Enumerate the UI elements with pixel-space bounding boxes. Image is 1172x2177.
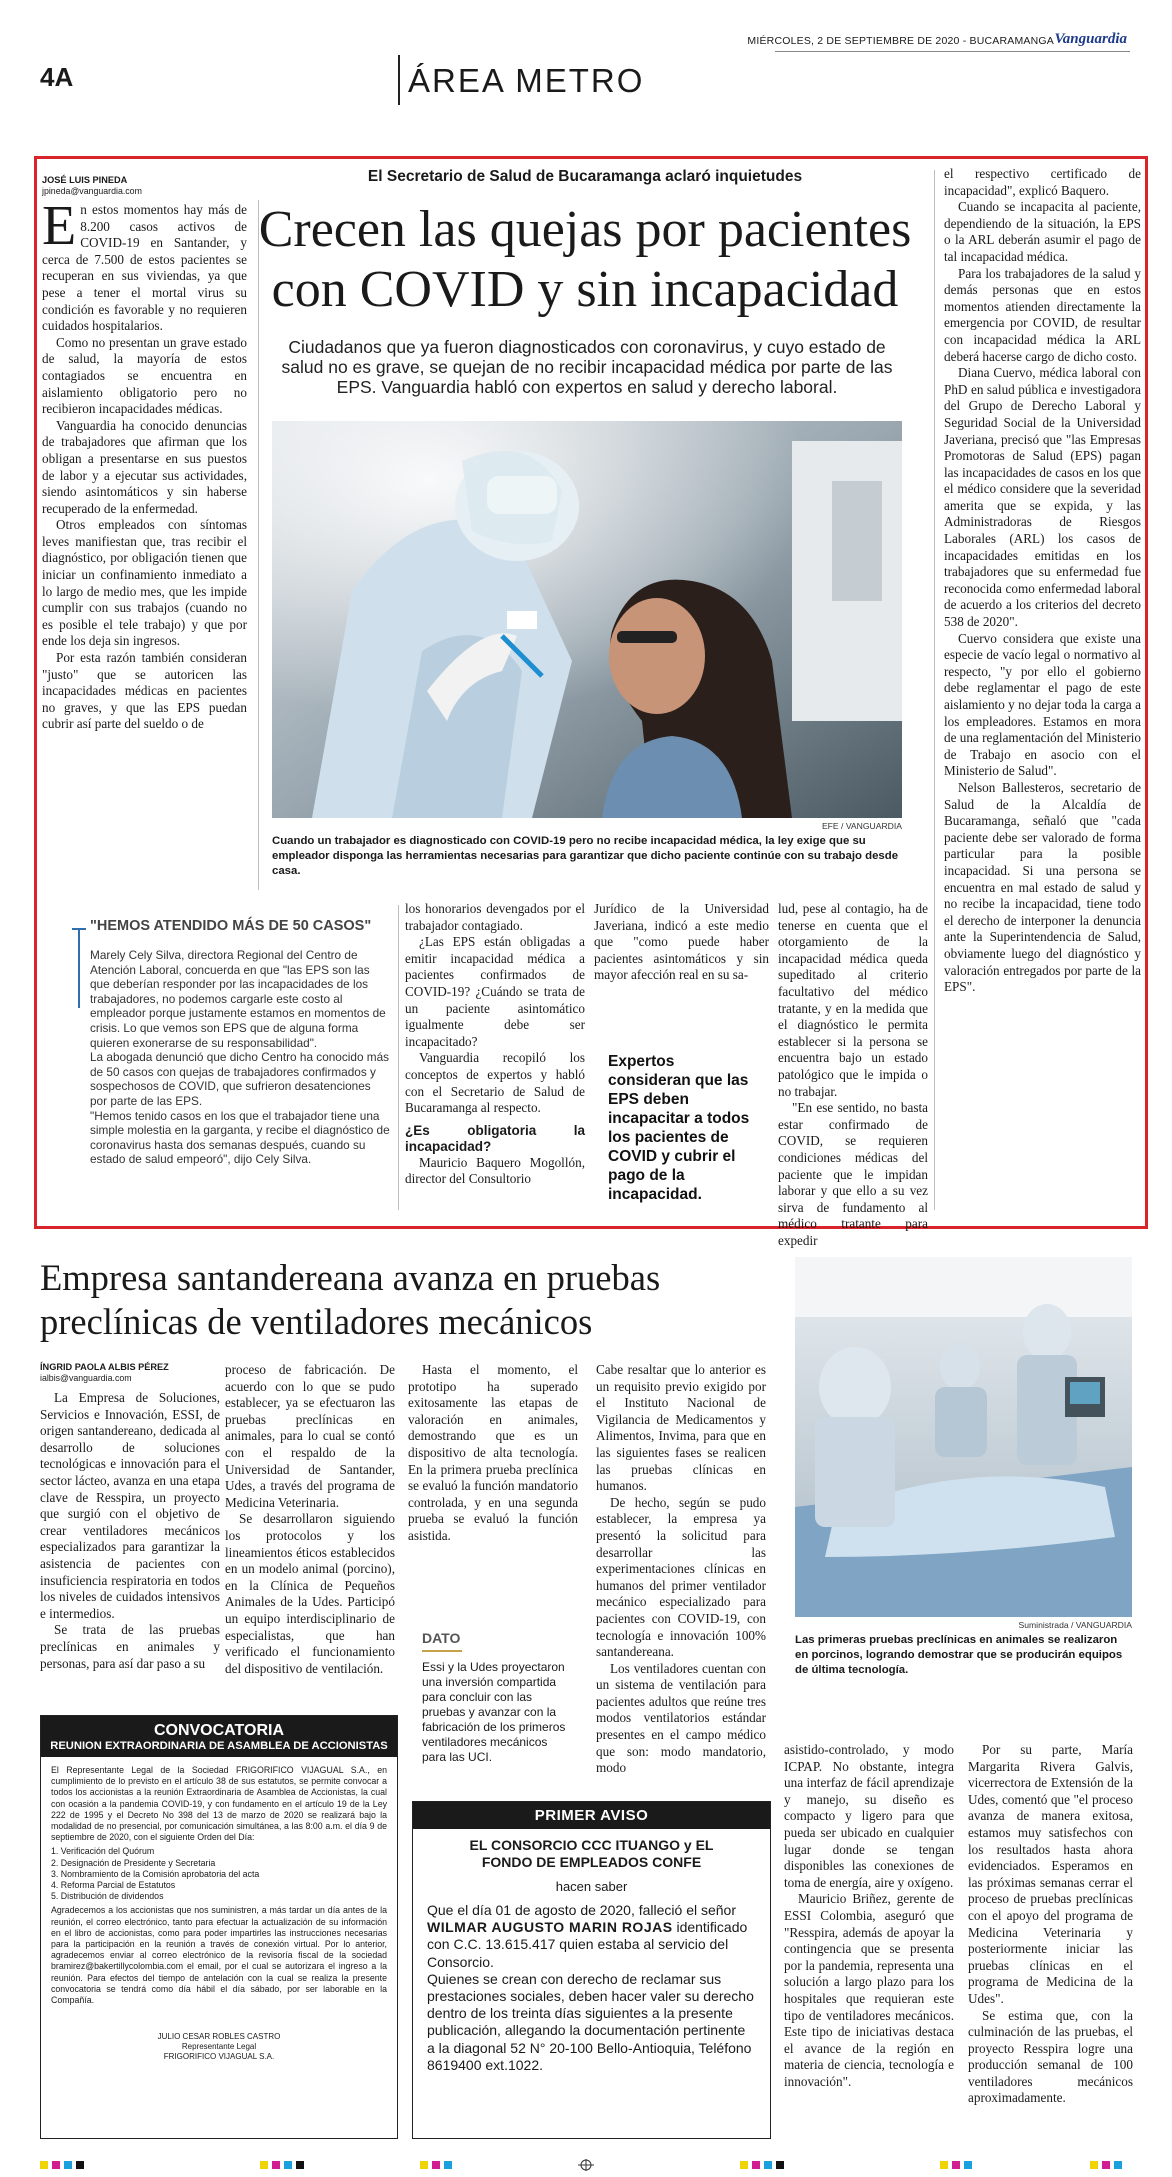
column-rule [934, 170, 935, 1210]
paragraph: los honorarios devengados por el trabajador contagiado. [405, 901, 585, 933]
ad-title: CONVOCATORIA [153, 1722, 285, 1739]
header-divider [398, 55, 400, 105]
drop-cap: E [42, 195, 77, 257]
paragraph: "En ese sentido, no basta estar confirmado de COVID, se requieren condiciones médicas del paciente que le impidan laborar y que ello a su vez sirva de fundamento al médico tratante para expedir [778, 1100, 928, 1248]
signature-company: FRIGORIFICO VIJAGUAL S.A. [163, 2052, 275, 2062]
aviso-title [427, 1837, 756, 1871]
story1-column-1 [42, 195, 247, 733]
story2-column-1 [40, 1390, 220, 1672]
story2-column-3 [408, 1362, 578, 1545]
paragraph: Mauricio Briñez, gerente de ESSI Colombia, aseguró que "Resspira, además de apoyar la contingencia que se presenta por la pandemia, representa una solución a largo plazo para los hospitales que requieran este tipo de ventiladores mecánicos. Este tipo de iniciativas destaca el avance de la región en materia de ciencia, tecnología e innovación". [784, 1891, 954, 2089]
paragraph: Se desarrollaron siguiendo los protocolos y los lineamientos éticos establecidos en un modelo animal (porcino), en la Clínica de Pequeños Animales de la Udes. Participó un equipo interdisciplinario de especialistas, que han verificado el funcionamiento del dispositivo de ventilación. [225, 1511, 395, 1676]
paragraph: Se trata de las pruebas preclínicas en animales y personas, para así dar paso a su [40, 1622, 220, 1671]
paragraph: Diana Cuervo, médica laboral con PhD en salud pública e investigadora del Grupo de Derecho Laboral y Seguridad Social de la Universidad Javeriana, precisó que "las Empresas Promotoras de Salud (EPS) pagan las incapacidades de casos en los que el médico considere que la severidad amerita que se expida, y las Administradoras de Riesgos Laborales (ARL) los casos de incapacidades emitidas en los trabajadores que su enfermedad fue reconocida como enfermedad laboral de acuerdo a los criterios del decreto 538 de 2020". [944, 365, 1141, 630]
paragraph: Como no presentan un grave estado de salud, la mayoría de estos contagiados se encuentra en aislamiento obligatorio pero no recibieron incapacidades médicas. [42, 334, 247, 417]
page-number: 4A [40, 62, 74, 92]
byline-name: JOSÉ LUIS PINEDA [42, 175, 128, 185]
paragraph: Cuervo considera que existe una especie de vacío legal o normativo al respecto, "y por ello el gobierno debe reglamentar el pago de este aislamiento y no dejar toda la carga a los empleadores. Estamos en mora de una reglamentación del Ministerio de Trabajo en asocio con el Ministerio de Salud". [944, 630, 1142, 779]
ad-subtitle: REUNION EXTRAORDINARIA DE ASAMBLEA DE ACCIONISTAS [50, 1740, 388, 1752]
story1-column-3 [405, 901, 585, 1188]
ad-agenda [51, 1846, 387, 1902]
paragraph: Por esta razón también consideran "justo" que se autoricen las incapacidades médicas en pacientes no graves, y que las EPS puedan cubrir así parte del sueldo o de [42, 650, 247, 732]
story1-headline [215, 200, 955, 320]
column-rule [398, 905, 399, 1210]
paragraph: Cabe resaltar que lo anterior es un requisito previo exigido por el Instituto Nacional de Vigilancia de Medicamentos y Alimentos, Invima, para que en las siguientes fases se realicen las pruebas clínicas en humanos. [596, 1362, 766, 1494]
agenda-item: 2. Designación de Presidente y Secretaria [51, 1857, 216, 1868]
paragraph: ¿Las EPS están obligadas a emitir incapacidad médica a pacientes confirmados de COVID-19? ¿Cuándo se trata de un paciente asintomático igualmente debe ser incapacitado? [405, 934, 585, 1049]
headline-line-2: con COVID y sin incapacidad [271, 261, 899, 318]
signature-role: Representante Legal [181, 2042, 257, 2052]
story2-column-6 [968, 1742, 1133, 2107]
surgical-team-photo [795, 1257, 1132, 1617]
brand-logo: Vanguardia [1054, 31, 1127, 47]
paragraph: el respectivo certificado de incapacidad", explicó Baquero. [944, 166, 1141, 198]
paragraph: Vanguardia recopiló los conceptos de expertos y habló con el Secretario de Salud de Bucaramanga al respecto. [405, 1050, 585, 1116]
byline-email: jpineda@vanguardia.com [42, 186, 142, 196]
sidebar-paragraph: La abogada denunció que dicho Centro ha conocido más de 50 casos con quejas de trabajadores confirmados y sospechosos de COVID, que sufrieron desatenciones por parte de las EPS. [90, 1050, 390, 1108]
subheading: ¿Es obligatoria la incapacidad? [405, 1122, 585, 1154]
page-header [0, 0, 1172, 99]
story1-photo [272, 421, 902, 818]
agenda-item: 1. Verificación del Quórum [51, 1846, 155, 1857]
paragraph: Por su parte, María Margarita Rivera Galvis, vicerrectora de Extensión de la Udes, comentó que "el proceso avanza de manera exitosa, estamos muy satisfechos con los resultados hasta ahora evidenciados. Esperamos en las próximas semanas cerrar el proceso de pruebas preclínicas con el apoyo del programa de Medicina Veterinaria y posteriormente iniciar las pruebas clínicas en el programa de Medicina de la Udes". [968, 1742, 1133, 2006]
paragraph: Para los trabajadores de la salud y demás personas que en estos momentos atienden directamente la emergencia por COVID, de resultar con incapacidad médica la ARL deberá hacerse cargo de dicho costo. [944, 265, 1141, 364]
agenda-item: 4. Reforma Parcial de Estatutos [51, 1880, 176, 1891]
color-registration-marks [40, 2159, 1132, 2171]
healthcare-worker-swab-photo [272, 421, 902, 818]
section-title: ÁREA METRO [408, 62, 645, 99]
sidebar-paragraph: "Hemos tenido casos en los que el trabajador tiene una simple molestia en la garganta, y recibe el diagnóstico de coronavirus hasta dos semanas después, cuando su estado de salud empeoró", dijo Cely Silva. [90, 1108, 390, 1167]
paragraph: La Empresa de Soluciones, Servicios e Innovación, ESSI, de origen santandereano, dedicada al desarrollo de soluciones tecnológicas e innovación para el sector lácteo, avanza en una etapa clave de Resspira, un proyecto que surgió con el objetivo de crear ventiladores mecánicos especializados para garantizar la asistencia de pacientes con insuficiencia respiratoria en todos los niveles de cuidados intensivos e intermedios. [40, 1390, 220, 1621]
aviso-title-line-2: FONDO DE EMPLEADOS CONFE [481, 1854, 702, 1870]
story1-photo-credit: EFE / VANGUARDIA [821, 821, 902, 831]
headline-line-1: Empresa santandereana avanza en pruebas [40, 1257, 661, 1298]
paragraph: Otros empleados con síntomas leves manifiestan que, tras recibir el diagnóstico, por obligación tienen que iniciar un confinamiento inmediato a lo largo de medio mes, que les impide cumplir con sus trabajos (cuando no es posible el tele trabajo) y que por ende los deja sin ingresos. [42, 517, 247, 649]
sidebar-title: "HEMOS ATENDIDO MÁS DE 50 CASOS" [90, 918, 372, 934]
paragraph: asistido-controlado, y modo ICPAP. No obstante, integra una interfaz de fácil aprendizaje y manejo, su diseño es compacto y ligero para que pueda ser ubicado en cualquier lugar donde se tengan disponibles las conexiones de toma de energía, aire y oxígeno. [784, 1742, 954, 1890]
story1-column-right [944, 166, 1141, 996]
convocatoria-ad [40, 1715, 398, 2139]
column-rule [258, 200, 259, 890]
agenda-item: 3. Nombramiento de la Comisión aprobatoria del acta [51, 1868, 260, 1879]
paragraph: Vanguardia ha conocido denuncias de trabajadores que afirman que los obligan a presentarse en sus puestos de labor y a ejecutar sus actividades, siendo asintomáticos y sin haberse recuperado de la enfermedad. [42, 417, 247, 516]
headline-line-2: preclínicas de ventiladores mecánicos [40, 1301, 593, 1342]
header-top-rule [775, 51, 1130, 52]
paragraph: En estos momentos hay más de 8.200 casos activos de COVID-19 en Santander, y cerca de 7.500 de estos pacientes se recuperan en sus viviendas, ya que pese a tener el mortal virus su condición es favorable y no requieren cuidados hospitalarios. [42, 195, 247, 334]
aviso-text-2: Quienes se crean con derecho de reclamar sus prestaciones sociales, deben hacer valer su derecho dentro de los treinta días siguientes a la presente publicación, allegando la documentación pertinente a la diagonal 52 N° 20-100 Bello-Antioquia, Teléfono 8619400 ext.1022. [427, 1970, 754, 2073]
paragraph: Hasta el momento, el prototipo ha superado exitosamente las etapas de valoración en animales, demostrando que es un dispositivo de alta tecnología. En la primera prueba preclínica se evaluó la función mandatorio controlada, y en una segunda prueba se evaluó la función asistida. [408, 1362, 578, 1543]
story1-byline [42, 175, 192, 197]
dato-label: DATO [422, 1630, 462, 1652]
ad-body: Agradecemos a los accionistas que nos suministren, a más tardar un día antes de la reunión, el correo electrónico, tanto para efectuar la actualización de su información en el libro de accionistas, como para poder impartirles las instrucciones necesarias para la participación en la reunión a través de conexión virtual. Por lo anterior, agradecemos enviar al correo electrónico de la revisoría fiscal de la sociedad bramirez@bakertillycolombia.com el email, por el cual se autorizara el ingreso a la reunión. Para efectos del tiempo de antelación con la cual se realiza la presente convocatoria se tendrá como día hábil el día sábado, por ser laborable en la Compañía. [51, 1905, 387, 2006]
story2-byline [40, 1362, 220, 1384]
story2-headline [40, 1256, 800, 1344]
dato-text: Essi y la Udes proyectaron una inversión compartida para concluir con las pruebas y avanzar con la fabricación de los primeros ventiladores mecánicos para las UCI. [422, 1660, 566, 1764]
story2-caption: Las primeras pruebas preclínicas en animales se realizaron en porcinos, logrando demostrar que se producirán equipos de última tecnología. [795, 1634, 1123, 1676]
byline-email: ialbis@vanguardia.com [40, 1373, 132, 1383]
story2-photo-credit: Suministrada / VANGUARDIA [1018, 1620, 1132, 1630]
ad-signature [51, 2032, 387, 2062]
story1-column-4 [594, 901, 769, 984]
aviso-banner: PRIMER AVISO [413, 1802, 770, 1829]
paragraph: De hecho, según se pudo establecer, la empresa ya presentó la solicitud para desarrollar las experimentaciones clínicas en humanos del primer ventilador mecánico especializado para pacientes con COVID-19, con tecnología e innovación 100% santandereana. [596, 1494, 766, 1660]
ad-intro: El Representante Legal de la Sociedad FRIGORIFICO VIJAGUAL S.A., en cumplimiento de lo previsto en el artículo 38 de sus estatutos, se permite convocar a todos los accionistas a la reunión Extraordinaria de Asamblea de Accionistas, la cual con ocasión a la pandemia COVID-19, y con fundamento en el artículo 19 de la Ley 222 de 1995 y el Decreto No 398 del 13 de marzo de 2020 se realizará bajo la modalidad de no presencial, por comunicación simultánea, a las 8:00 a.m. el día 9 de septiembre de 2020, con el siguiente Orden del Día: [51, 1765, 387, 1843]
sidebar-text [90, 948, 390, 1167]
aviso-title-line-1: EL CONSORCIO CCC ITUANGO y EL [469, 1837, 714, 1853]
dato-box [422, 1630, 572, 1765]
paragraph: proceso de fabricación. De acuerdo con lo que se pudo establecer, ya se efectuaron las pruebas preclínicas en animales, para lo cual se contó con el respaldo de la Universidad de Santander, Udes, a través del programa de Medicina Veterinaria. [225, 1362, 395, 1510]
pull-quote: Expertos consideran que las EPS deben incapacitar a todos los pacientes de COVID y cubrir el pago de la incapacidad. [608, 1053, 750, 1203]
dateline: MIÉRCOLES, 2 DE SEPTIEMBRE DE 2020 - BUCARAMANGA [747, 35, 1054, 47]
sidebar-accent-vline [78, 928, 80, 1008]
headline-line-1: Crecen las quejas por pacientes [258, 201, 912, 258]
story2-column-4 [596, 1362, 766, 1777]
paragraph: Nelson Ballesteros, secretario de Salud de la Alcaldía de Bucaramanga, señaló que "cada paciente debe ser valorado de forma particular para la posible incapacidad. Si una persona se encuentra en mal estado de salud y no recibe la incapacidad, tiene todo el derecho de interponer la denuncia ante la Superintendencia de Salud, obviamente luego del diagnóstico y valoración entregados por parte de la EPS". [944, 779, 1141, 995]
paragraph: Mauricio Baquero Mogollón, director del Consultorio [405, 1154, 585, 1187]
paragraph: Cuando se incapacita al paciente, dependiendo de la situación, la EPS o la ARL deberán asumir el pago de tal incapacidad médica. [944, 199, 1141, 264]
byline-name: ÍNGRID PAOLA ALBIS PÉREZ [40, 1362, 169, 1372]
paragraph: Se estima que, con la culminación de las pruebas, el proyecto Resspira logre una producción semanal de 100 ventiladores mecánicos aproximadamente. [968, 2007, 1133, 2106]
paragraph: Jurídico de la Universidad Javeriana, indicó a este medio que "como puede haber pacientes asintomáticos y sin mayor afección real en su sa- [594, 901, 769, 983]
story1-caption: Cuando un trabajador es diagnosticado con COVID-19 pero no recibe incapacidad médica, la ley exige que su empleador disponga las herramientas necesarias para garantizar que dicho paciente continúe con su trabajo desde casa. [272, 835, 899, 877]
story1-column-5 [778, 901, 928, 1249]
story1-kicker: El Secretario de Salud de Bucaramanga aclaró inquietudes [367, 168, 803, 185]
paragraph: Los ventiladores cuentan con un sistema de ventilación para pacientes adultos que reúne tres modos ventilatorios estándar presentes en el campo médico que son: modo mandatorio, modo [596, 1660, 766, 1776]
agenda-item: 5. Distribución de dividendos [51, 1891, 164, 1902]
ad-header [41, 1716, 397, 1757]
aviso-deceased-name: WILMAR AUGUSTO MARIN ROJAS [427, 1919, 673, 1936]
sidebar-box [72, 910, 392, 1210]
registration-bar [40, 2158, 1132, 2168]
sidebar-paragraph: Marely Cely Silva, directora Regional del Centro de Atención Laboral, concuerda en que "las EPS son las que deberían responder por las incapacidades de los trabajadores, no podemos cargarle este costo al empleador porque justamente estamos en momentos de crisis. Lo que vemos son EPS que de alguna forma quieren exonerarse de su responsabilidad". [90, 948, 386, 1050]
signature-name: JULIO CESAR ROBLES CASTRO [157, 2032, 281, 2042]
story1-deck: Ciudadanos que ya fueron diagnosticados con coronavirus, y cuyo estado de salud no es grave, se quejan de no recibir incapacidad médica por parte de las EPS. Vanguardia habló con expertos en salud y derecho laboral. [281, 337, 893, 397]
story2-column-2 [225, 1362, 395, 1677]
story2-photo [795, 1257, 1132, 1617]
paragraph: lud, pese al contagio, ha de tenerse en cuenta que el otorgamiento de la incapacidad médica queda supeditado al criterio facultativo del médico tratante, y en la medida que el diagnóstico le permita establecer si la persona se encuentra bajo un estado patológico que le impida o no trabajar. [778, 901, 928, 1099]
aviso-subtitle: hacen saber [555, 1879, 628, 1894]
aviso-text: Que el día 01 de agosto de 2020, falleció el señor WILMAR AUGUSTO MARIN ROJAS identificado con C.C. 13.615.417 quien estaba al servicio del Consorcio. [427, 1902, 748, 1970]
primer-aviso-ad [412, 1801, 771, 2139]
story2-column-5 [784, 1742, 954, 2090]
